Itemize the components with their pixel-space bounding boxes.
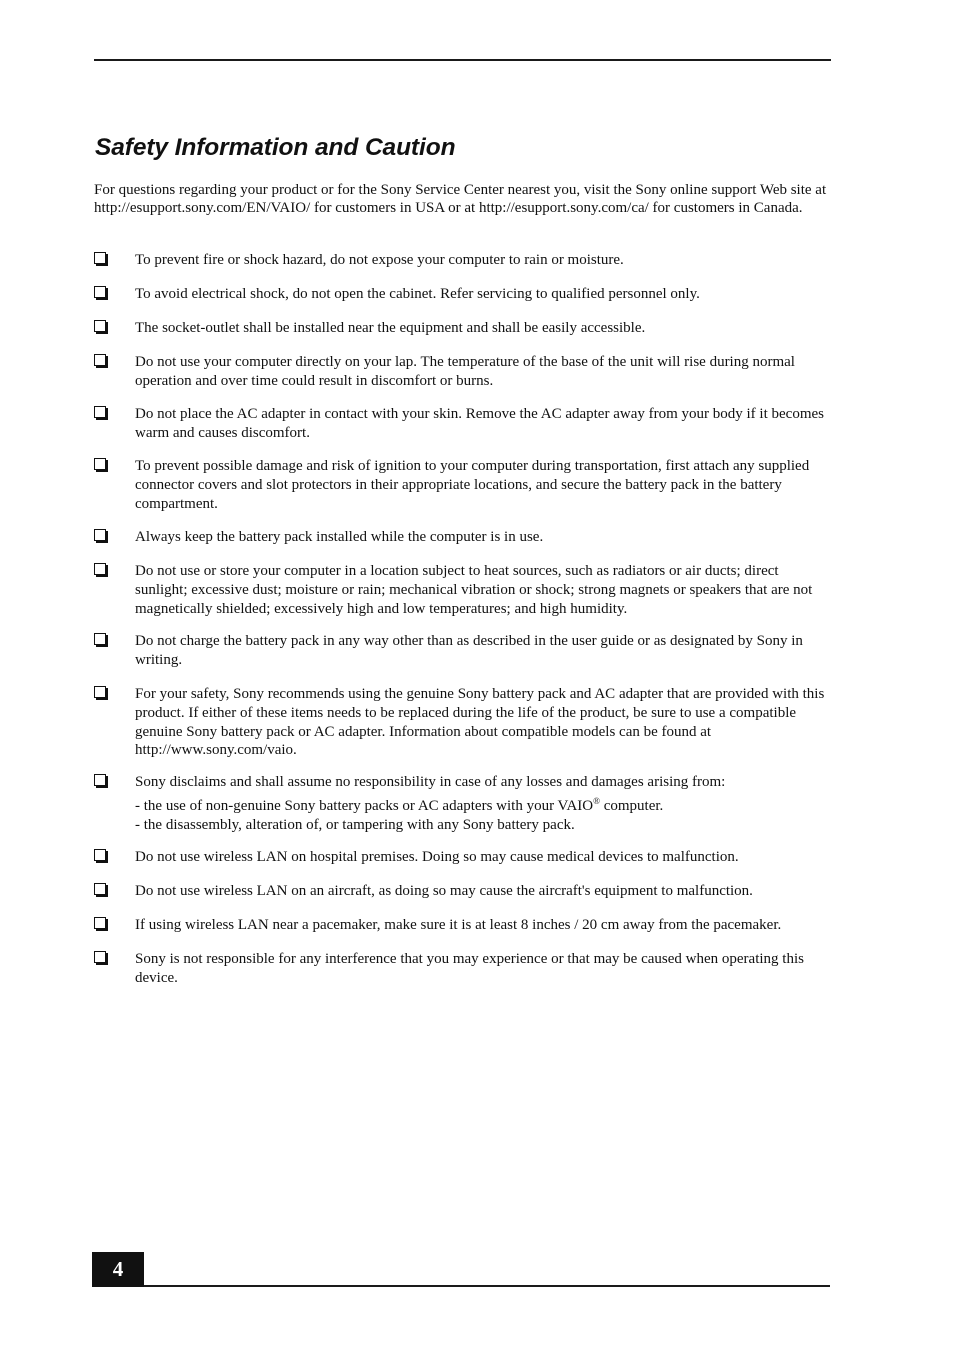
checkbox-bullet-icon (94, 633, 106, 645)
checkbox-bullet-icon (94, 686, 106, 698)
checkbox-bullet-icon (94, 883, 106, 895)
list-item-text-block (135, 773, 832, 834)
checkbox-bullet-icon (94, 849, 106, 861)
checkbox-bullet-icon (94, 286, 106, 298)
checkbox-bullet-icon (94, 529, 106, 541)
checkbox-bullet-icon (94, 354, 106, 366)
checkbox-bullet-icon (94, 917, 106, 929)
intro-paragraph: For questions regarding your product or for the Sony Service Center nearest you, visit the Sony online support Web site at http://esupport.sony.com/EN/VAIO/ for customers in USA or at http://esupport.sony.com/ca/ for customers in Canada. (94, 182, 827, 217)
registered-mark: ® (593, 795, 600, 806)
checkbox-bullet-icon (94, 252, 106, 264)
sub-point: - the disassembly, alteration of, or tampering with any Sony battery pack. (135, 816, 575, 833)
list-item-text: Sony disclaims and shall assume no responsibility in case of any losses and damages arising from: (135, 774, 726, 790)
checkbox-bullet-icon (94, 458, 106, 470)
list-item-text: Do not charge the battery pack in any way other than as described in the user guide or as designated by Sony in writing. (135, 633, 803, 668)
list-item-text: For your safety, Sony recommends using the genuine Sony battery pack and AC adapter that are provided with this product. If either of these items needs to be replaced during the life of the product, be sure to use a compatible genuine Sony battery pack or AC adapter. Information about compatible models can be found at http://www.sony.com/vaio. (135, 686, 825, 759)
sub-point: - the use of non-genuine Sony battery packs or AC adapters with your VAIO® computer. (135, 795, 664, 814)
checkbox-bullet-icon (94, 320, 106, 332)
checkbox-bullet-icon (94, 774, 106, 786)
header-rule (94, 59, 831, 61)
list-item-text: Do not use or store your computer in a location subject to heat sources, such as radiators or air ducts; direct sunlight; excessive dust; moisture or rain; mechanical vibration or shock; strong magnets or speakers that are not magnetically shielded; excessively high and low temperatures; and high humidity. (135, 563, 813, 617)
footer-rule (144, 1285, 830, 1287)
list-item-text: Do not place the AC adapter in contact with your skin. Remove the AC adapter away from your body if it becomes warm and causes discomfort. (135, 406, 824, 441)
page-title: Safety Information and Caution (95, 134, 456, 161)
list-item-text: Do not use your computer directly on your lap. The temperature of the base of the unit will rise during normal operation and over time could result in discomfort or burns. (135, 354, 795, 389)
checkbox-bullet-icon (94, 406, 106, 418)
list-item-text: To prevent fire or shock hazard, do not expose your computer to rain or moisture. (135, 252, 624, 268)
list-item-text: To prevent possible damage and risk of ignition to your computer during transportation, first attach any supplied connector covers and slot protectors in their appropriate locations, and secure the battery pack in the battery compartment. (135, 458, 810, 512)
list-item-text: If using wireless LAN near a pacemaker, make sure it is at least 8 inches / 20 cm away from the pacemaker. (135, 917, 782, 933)
checkbox-bullet-icon (94, 563, 106, 575)
list-item-text: The socket-outlet shall be installed near the equipment and shall be easily accessible. (135, 320, 646, 336)
page-number: 4 (92, 1252, 144, 1287)
list-item-text: Sony is not responsible for any interference that you may experience or that may be caused when operating this device. (135, 951, 804, 986)
list-item-text: To avoid electrical shock, do not open the cabinet. Refer servicing to qualified personnel only. (135, 286, 700, 302)
checkbox-bullet-icon (94, 951, 106, 963)
list-item-text: Do not use wireless LAN on hospital premises. Doing so may cause medical devices to malfunction. (135, 849, 739, 865)
list-item-text: Do not use wireless LAN on an aircraft, as doing so may cause the aircraft's equipment to malfunction. (135, 883, 753, 899)
list-item-text: Always keep the battery pack installed while the computer is in use. (135, 529, 544, 545)
